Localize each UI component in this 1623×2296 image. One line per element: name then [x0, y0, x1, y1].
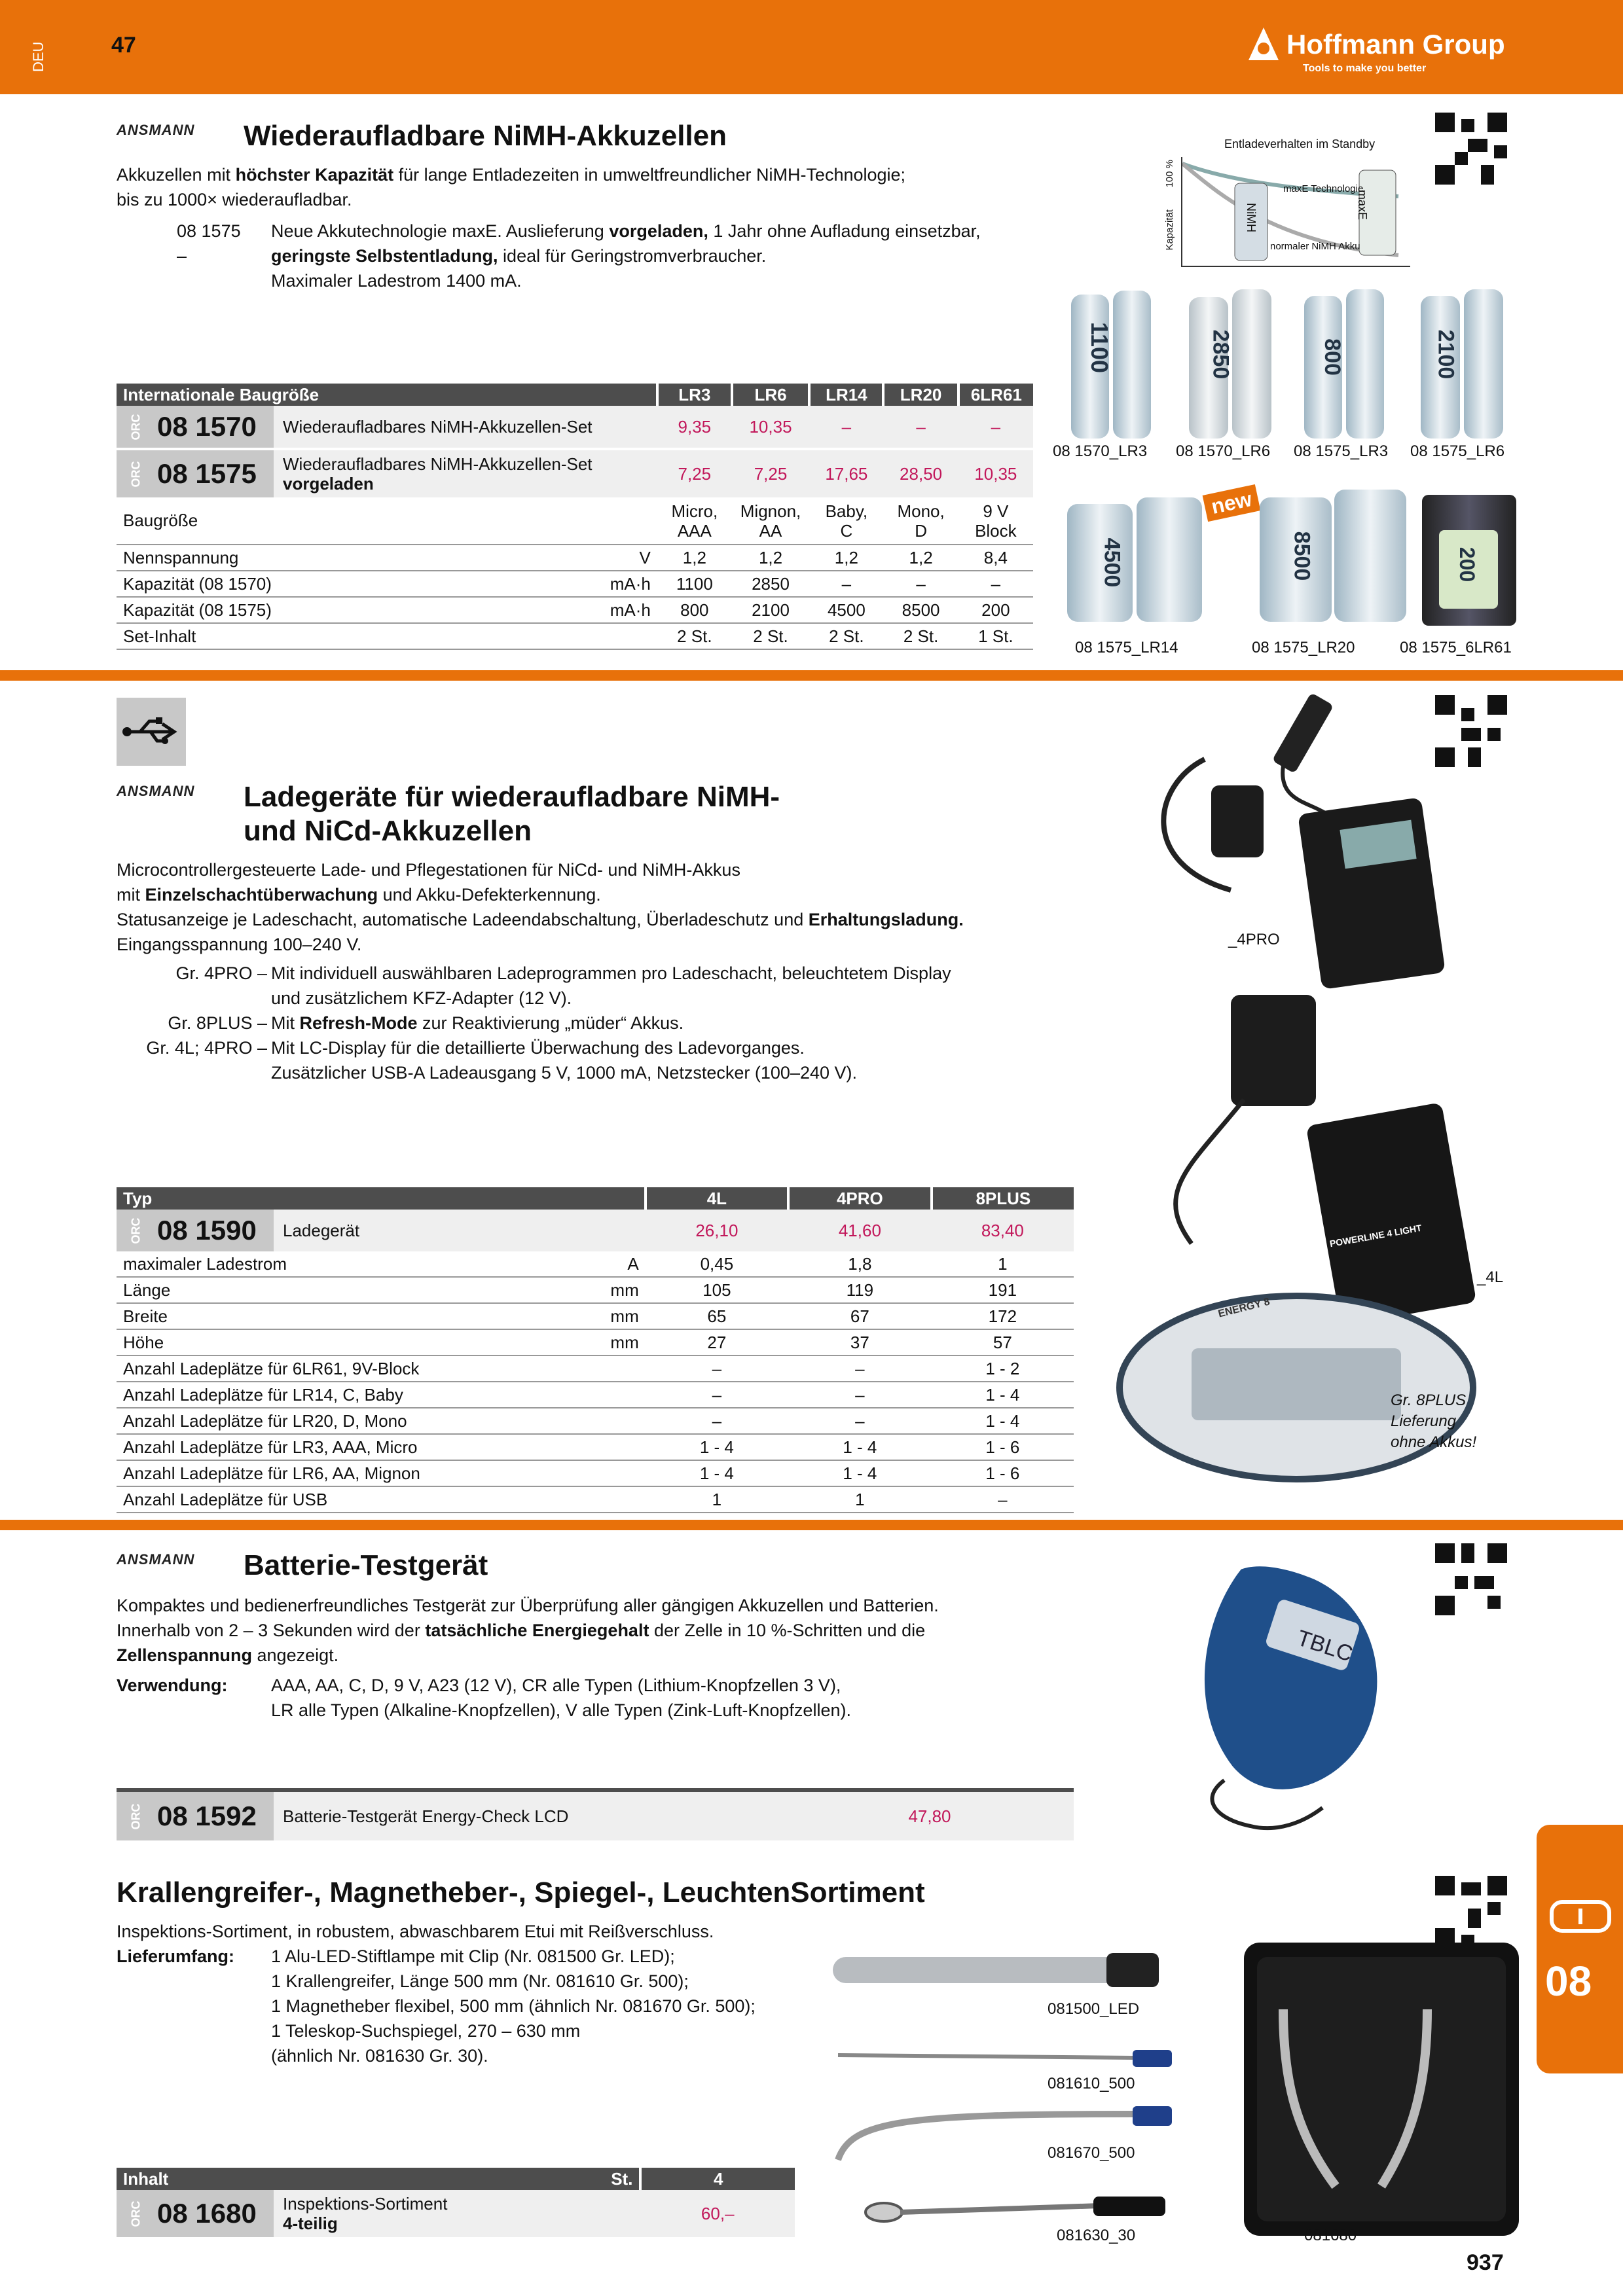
section1-note-number: 08 1575 –: [177, 221, 241, 266]
logo-tagline: Tools to make you better: [1303, 63, 1427, 74]
section2-notes: Mit individuell auswählbaren Ladeprogrammen pro Ladeschacht, beleuchtetem Display und zusätzlichem KFZ-Adapter (12 V). Mit Refresh-Mode zur Reaktivierung „müder“ Akkus. Mit LC-Display für die detaillierte Überwachung des Ladevorganges. Zusätzlicher USB-A Ladeausgang 5 V, 1000 mA, Netzstecker (100–240 V).: [271, 963, 951, 1083]
assortment-table: [117, 2168, 795, 2237]
section-divider: [0, 670, 1623, 681]
photo-caption: 08 1575_LR6: [1410, 442, 1505, 460]
photo-caption: 08 1575_LR3: [1294, 442, 1389, 460]
article-name: Wiederaufladbares NiMH-Akkuzellen-Set vorgeladen: [274, 450, 657, 497]
section2-desc: Microcontrollergesteuerte Lade- und Pflegestationen für NiCd- und NiMH-Akkus mit Einzelschachtüberwachung und Akku-Defekterkennung. Statusanzeige je Ladeschacht, automatische Ladeendabschaltung, Überladeschutz und Erhaltungsladung. Eingangsspannung 100–240 V.: [117, 860, 964, 954]
page-number: 937: [1467, 2250, 1504, 2275]
table-row: Länge mm 105 119 191: [117, 1277, 1074, 1303]
hoffmann-logo-icon: [1247, 26, 1280, 62]
usage-key: Verwendung:: [117, 1676, 228, 1695]
price: 10,35: [732, 406, 809, 449]
col-header: Typ: [117, 1187, 646, 1210]
article-number: ORC 08 1575: [117, 450, 274, 497]
col-header: LR3: [657, 384, 732, 406]
table-row[interactable]: [117, 1210, 1074, 1251]
photo-caption: 081680: [1304, 2227, 1357, 2244]
table-row: Anzahl Ladeplätze für USB 1 1 –: [117, 1486, 1074, 1513]
price: –: [958, 406, 1033, 449]
inspection-tools-photo: [825, 1937, 1519, 2238]
price: 17,65: [809, 449, 883, 497]
table-row: Kapazität (08 1570) mA·h 1100 2850 – – –: [117, 571, 1033, 597]
photo-caption: 081630_30: [1057, 2227, 1136, 2244]
table-row: maximaler Ladestrom A 0,45 1,8 1: [117, 1251, 1074, 1277]
tester-display: TBLC: [1294, 1625, 1356, 1667]
usage-text: AAA, AA, C, D, 9 V, A23 (12 V), CR alle Typen (Lithium-Knopfzellen 3 V), LR alle Typen (Alkaline-Knopfzellen), V alle Typen (Zink-Luft-Knopfzellen).: [271, 1676, 851, 1720]
col-header: 4L: [646, 1187, 788, 1210]
qr-code-icon: [1435, 1543, 1507, 1615]
table-row: Anzahl Ladeplätze für LR14, C, Baby – – 1 - 4: [117, 1382, 1074, 1408]
chapter-number: 08: [1545, 1958, 1592, 2005]
table-row: Kapazität (08 1575) mA·h 800 2100 4500 8500 200: [117, 597, 1033, 623]
price: 9,35: [657, 406, 732, 449]
col-header: 6LR61: [958, 384, 1033, 406]
photo-caption: 08 1575_LR20: [1252, 639, 1355, 656]
cell: Mignon, AA: [732, 497, 809, 545]
photo-caption: 08 1570_LR6: [1176, 442, 1271, 460]
usb-icon: [117, 698, 186, 766]
table-row: [117, 497, 1033, 545]
article-number: ORC 08 1680: [117, 2190, 274, 2237]
col-header: LR14: [809, 384, 883, 406]
article-name: Wiederaufladbares NiMH-Akkuzellen-Set: [274, 406, 657, 448]
cell: Micro, AAA: [657, 497, 732, 545]
graph-cell2-label: NiMH: [1245, 203, 1258, 232]
delivery-key: Lieferumfang:: [117, 1946, 235, 1966]
discharge-graph: [1165, 137, 1414, 268]
qr-code-icon: [1435, 113, 1507, 185]
new-badge: new: [1203, 484, 1261, 522]
graph-y-top: 100 %: [1164, 160, 1175, 188]
section1-desc: Akkuzellen mit höchster Kapazität für lange Entladezeiten in umweltfreundlicher NiMH-Technologie; bis zu 1000× wiederaufladbar.: [117, 165, 906, 209]
price: 60,–: [640, 2190, 795, 2237]
article-number: ORC 08 1570: [117, 406, 274, 448]
row-label: Baugröße: [117, 497, 657, 545]
photo-caption: 08 1570_LR3: [1053, 442, 1148, 460]
table-row[interactable]: [117, 1790, 1074, 1840]
price: –: [809, 406, 883, 449]
table-row: Höhe mm 27 37 57: [117, 1329, 1074, 1355]
photo-caption: 08 1575_LR14: [1075, 639, 1178, 656]
price: 7,25: [657, 449, 732, 497]
table-row: Set-Inhalt 2 St. 2 St. 2 St. 2 St. 1 St.: [117, 623, 1033, 649]
row-label: Kapazität (08 1570) mA·h: [117, 571, 657, 597]
logo-name: Hoffmann Group: [1286, 29, 1505, 60]
cell: 9 V Block: [958, 497, 1033, 545]
section4-title: Krallengreifer-, Magnetheber-, Spiegel-, LeuchtenSortiment: [117, 1876, 925, 1909]
safety-goggles-icon: [1549, 1889, 1612, 1941]
table-row[interactable]: [117, 406, 1033, 449]
table-row: Anzahl Ladeplätze für LR20, D, Mono – – 1 - 4: [117, 1408, 1074, 1434]
note-key: Gr. 4PRO – Gr. 8PLUS – Gr. 4L; 4PRO –: [146, 963, 267, 1058]
photo-caption: _4L: [1477, 1268, 1504, 1286]
article-name: Batterie-Testgerät Energy-Check LCD: [274, 1792, 786, 1840]
cell: Mono, D: [883, 497, 958, 545]
row-label: Nennspannung V: [117, 545, 657, 571]
table-row[interactable]: [117, 2190, 795, 2237]
chapter-page-number: 47: [111, 33, 136, 58]
article-number: ORC 08 1590: [117, 1210, 274, 1251]
ansmann-logo: ANSMANN: [117, 1551, 195, 1568]
charger-label: POWERLINE 4 LIGHT: [1328, 1222, 1423, 1249]
battery-tester-photo: [1178, 1564, 1401, 1839]
tester-table: [117, 1788, 1074, 1840]
cell: Baby, C: [809, 497, 883, 545]
section3-title: Batterie-Testgerät: [244, 1549, 488, 1581]
price: 10,35: [958, 449, 1033, 497]
graph-title: Entladeverhalten im Standby: [1224, 137, 1376, 151]
graph-y-label: Kapazität: [1164, 209, 1175, 251]
photo-caption: _4PRO: [1228, 931, 1280, 948]
table-row: Breite mm 65 67 172: [117, 1303, 1074, 1329]
section1-title: Wiederaufladbare NiMH-Akkuzellen: [244, 120, 727, 152]
col-header: LR6: [732, 384, 809, 406]
col-header: 8PLUS: [932, 1187, 1074, 1210]
price: 83,40: [932, 1210, 1074, 1251]
price: –: [883, 406, 958, 449]
section4-desc: Inspektions-Sortiment, in robustem, abwaschbarem Etui mit Reißverschluss.: [117, 1922, 714, 1941]
graph-line2-label: normaler NiMH Akku: [1270, 241, 1360, 252]
ansmann-logo: ANSMANN: [117, 783, 195, 799]
section-divider: [0, 1520, 1623, 1530]
col-header: LR20: [883, 384, 958, 406]
charger-photos: [1113, 694, 1539, 1505]
price: 26,10: [646, 1210, 788, 1251]
table-row[interactable]: [117, 449, 1033, 497]
table-row: Nennspannung V 1,2 1,2 1,2 1,2 8,4: [117, 545, 1033, 571]
row-label: Kapazität (08 1575) mA·h: [117, 597, 657, 623]
table-row: Anzahl Ladeplätze für 6LR61, 9V-Block – – 1 - 2: [117, 1355, 1074, 1382]
article-name: Inspektions-Sortiment 4-teilig: [274, 2190, 640, 2237]
table-row: Anzahl Ladeplätze für LR6, AA, Mignon 1 - 4 1 - 4 1 - 6: [117, 1460, 1074, 1486]
energy-label: ENERGY 8: [1217, 1296, 1271, 1320]
col-header: Internationale Baugröße: [117, 384, 657, 406]
chapter-tab[interactable]: [1537, 1825, 1623, 2073]
battery-photos: 1100 2850 800 2100 4500 new 8500 200: [1061, 281, 1611, 661]
table-row: Anzahl Ladeplätze für LR3, AAA, Micro 1 - 4 1 - 4 1 - 6: [117, 1434, 1074, 1460]
graph-cell1-label: maxE: [1356, 190, 1369, 221]
section2-title: Ladegeräte für wiederaufladbare NiMH- und NiCd-Akkuzellen: [244, 781, 780, 847]
col-header: Inhalt St.: [117, 2168, 640, 2190]
graph-line1-label: maxE Technologie: [1283, 183, 1364, 194]
article-name: Ladegerät: [274, 1210, 646, 1251]
ansmann-logo: ANSMANN: [117, 122, 195, 138]
row-label: Set-Inhalt: [117, 623, 657, 649]
price: 7,25: [732, 449, 809, 497]
delivery-items: 1 Alu-LED-Stiftlampe mit Clip (Nr. 081500 Gr. LED); 1 Krallengreifer, Länge 500 mm (Nr. 081610 Gr. 500); 1 Magnetheber flexibel, 500 mm (ähnlich Nr. 081670 Gr. 500); 1 Teleskop-Suchspiegel, 270 – 630 mm (ähnlich Nr. 081630 Gr. 30).: [271, 1946, 756, 2066]
photo-caption: 081670_500: [1048, 2144, 1135, 2162]
photo-caption: 08 1575_6LR61: [1400, 639, 1512, 656]
price: 41,60: [788, 1210, 932, 1251]
language-code: DEU: [30, 41, 46, 72]
col-header: 4PRO: [788, 1187, 932, 1210]
section1-note: Neue Akkutechnologie maxE. Auslieferung vorgeladen, 1 Jahr ohne Aufladung einsetzbar, geringste Selbstentladung, ideal für Geringstromverbraucher. Maximaler Ladestrom 1400 mA.: [271, 221, 981, 291]
section3-desc: Kompaktes und bedienerfreundliches Testgerät zur Überprüfung aller gängigen Akkuzellen und Batterien. Innerhalb von 2 – 3 Sekunden wird der tatsächliche Energiegehalt der Zelle in 10 %-Schritten und die Zellenspannung angezeigt.: [117, 1596, 939, 1665]
col-header: 4: [640, 2168, 795, 2190]
price: 47,80: [786, 1790, 1074, 1840]
delivery-note: Gr. 8PLUS Lieferung ohne Akkus!: [1391, 1391, 1477, 1451]
photo-caption: 081500_LED: [1048, 2000, 1140, 2018]
battery-table: [117, 384, 1033, 650]
article-number: ORC 08 1592: [117, 1792, 274, 1840]
price: 28,50: [883, 449, 958, 497]
charger-table: [117, 1187, 1074, 1513]
photo-caption: 081610_500: [1048, 2075, 1135, 2092]
